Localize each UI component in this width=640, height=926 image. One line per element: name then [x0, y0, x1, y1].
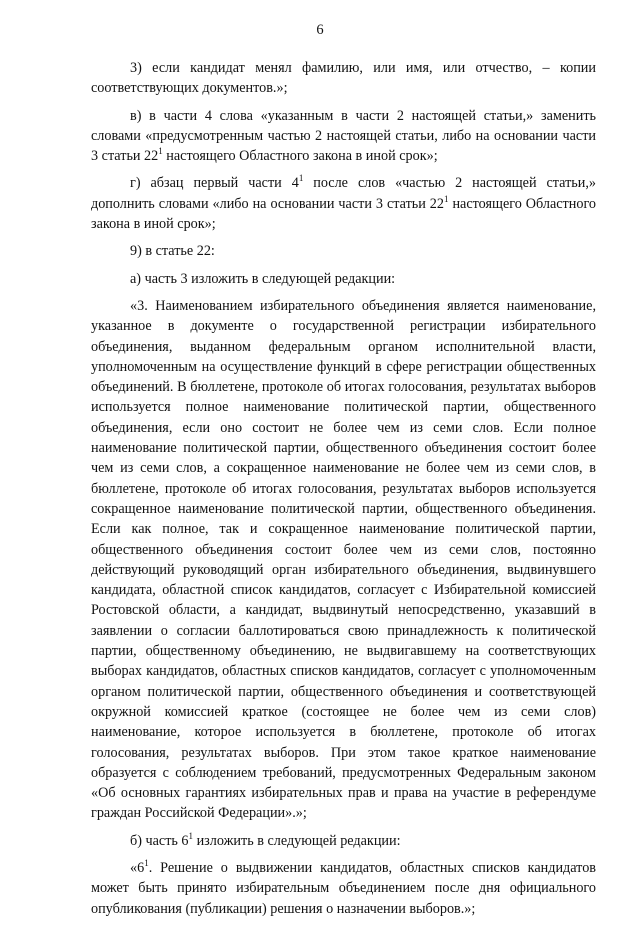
page-number: 6 — [316, 22, 324, 38]
superscript: 1 — [188, 830, 194, 841]
paragraph-text: настоящего Областного закона в иной срок»; — [91, 195, 596, 233]
paragraph-text: после слов «частью 2 настоящей статьи,» дополнить словами «либо на основании части 3 статьи 22 — [91, 175, 596, 212]
superscript: 1 — [444, 193, 449, 204]
document-body — [91, 58, 596, 926]
superscript: 1 — [144, 857, 149, 868]
paragraph-text: изложить в следующей редакции: — [193, 832, 401, 849]
superscript: 1 — [158, 146, 163, 157]
paragraph-item-b-part-6-1 — [91, 831, 596, 851]
paragraph-text: . Решение о выдвижении кандидатов, областных списков кандидатов может быть принято избирательным объединением после дня официального опубликования (публикации) решения о назначении выборов.»; — [91, 859, 596, 917]
paragraph-text: б) часть 6 — [130, 832, 189, 849]
paragraph-item-v-part-4 — [91, 106, 596, 167]
paragraph-item-g-part-4-1 — [91, 173, 596, 234]
paragraph-text: г) абзац первый части 4 — [130, 175, 299, 192]
paragraph-part-6-1-text — [91, 858, 596, 919]
paragraph-part-3-text: «3. Наименованием избирательного объединения является наименование, указанное в документе о государственной регистрации избирательного объединения, выданном федеральным органом исполнительной власти, уполномоченным на осуществление функций в сфере регистрации общественных объединений. В бюллетене, протоколе об итогах голосования, результатах выборов используется полное наименование политической партии, общественного объединения, если оно состоит не более чем из семи слов. Если полное наименование политической партии, общественного объединения состоит более чем из семи слов, а сокращенное наименование не более чем из семи слов, в бюллетене, протоколе об итогах голосования, результатах выборов используется сокращенное наименование политической партии, общественного объединения. Если как полное, так и сокращенное наименование политической партии, общественного объединения состоит более чем из семи слов, постоянно действующий руководящий орган избирательного объединения, выдвинувшего кандидата, областной список кандидатов, согласует с Избирательной комиссией Ростовской области, а кандидат, выдвинутый непосредственно, указавший в заявлении о согласии баллотироваться свою принадлежность к политической партии, общественному объединению, не выдвигавшему на соответствующих выборах кандидатов, областных списков кандидатов, согласует с уполномоченным органом политической партии, общественного объединения и соответствующей окружной комиссией краткое (состоящее не более чем из семи слов) наименование, которое используется в бюллетене, протоколе об итогах голосования, результатах выборов. При этом такое краткое наименование образуется с соблюдением требований, предусмотренных Федеральным законом «Об основных гарантиях избирательных прав и права на участие в референдуме граждан Российской Федерации».»; — [91, 297, 596, 822]
superscript: 1 — [298, 173, 304, 184]
paragraph-item-3-copies: 3) если кандидат менял фамилию, или имя, или отчество, – копии соответствующих документов.»; — [91, 60, 596, 97]
paragraph-item-9-article-22: 9) в статье 22: — [130, 243, 215, 260]
paragraph-item-a-part-3: а) часть 3 изложить в следующей редакции: — [130, 270, 396, 287]
paragraph-text: настоящего Областного закона в иной срок»; — [162, 148, 438, 165]
paragraph-text: в) в части 4 слова «указанным в части 2 настоящей статьи,» заменить словами «предусмотренным частью 2 настоящей статьи, либо на основании части 3 статьи 22 — [91, 107, 596, 165]
paragraph-text: «6 — [130, 859, 145, 876]
